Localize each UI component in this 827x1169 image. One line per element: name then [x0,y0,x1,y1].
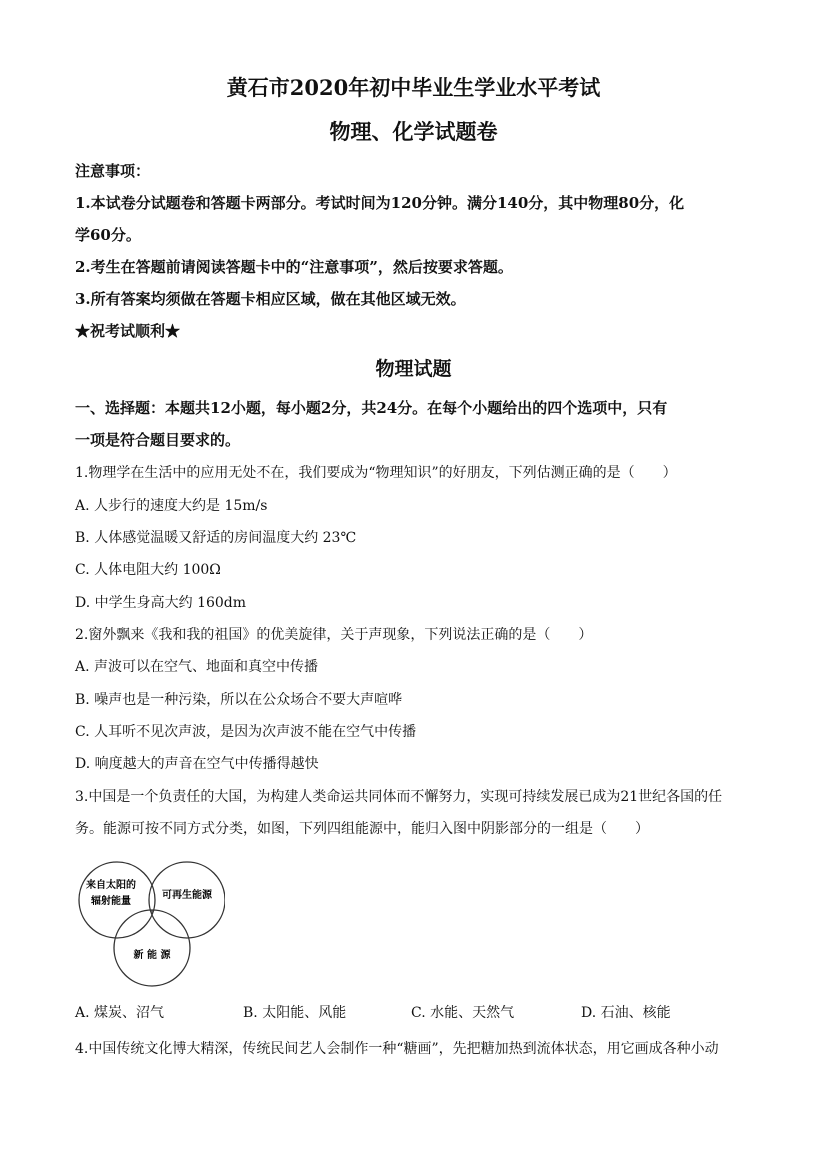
q2-stem: 2.窗外飘来《我和我的祖国》的优美旋律，关于声现象，下列说法正确的是（ ） [75,627,593,643]
q2-option-b: B. 噪声也是一种污染，所以在公众场合不要大声喧哗 [75,692,403,708]
section-instruction-line-1: 一、选择题：本题共12小题，每小题2分，共24分。在每个小题给出的四个选项中，只有 [75,399,668,417]
q1-option-d: D. 中学生身高大约 160dm [75,595,247,611]
venn-label-solar-1: 来自太阳的 [86,880,136,891]
q2-option-c: C. 人耳听不见次声波，是因为次声波不能在空气中传播 [75,724,417,740]
section-title: 物理试题 [375,358,452,380]
section-instruction-line-2: 一项是符合题目要求的。 [75,431,241,449]
notice-item-3: 3.所有答案均须做在答题卡相应区域，做在其他区域无效。 [75,290,466,308]
venn-circle-new [114,910,190,986]
notice-heading: 注意事项： [75,162,151,180]
q1-option-c: C. 人体电阻大约 100Ω [75,562,221,578]
notice-item-2: 2.考生在答题前请阅读答题卡中的“注意事项”，然后按要求答题。 [75,258,513,276]
q4-stem-line-1: 4.中国传统文化博大精深，传统民间艺人会制作一种“糖画”，先把糖加热到流体状态，用它画成各种小动 [75,1041,719,1057]
q3-stem-line-2: 务。能源可按不同方式分类，如图，下列四组能源中，能归入图中阴影部分的一组是（ ） [75,821,649,837]
q2-option-d: D. 响度越大的声音在空气中传播得越快 [75,756,319,772]
notice-item-1-line-1: 1.本试卷分试题卷和答题卡两部分。考试时间为120分钟。满分140分，其中物理80分，化 [75,194,685,212]
q3-option-c: C. 水能、天然气 [411,1005,515,1021]
q3-options [75,1002,775,1022]
venn-label-solar-2: 辐射能量 [91,896,131,907]
q3-option-b: B. 太阳能、风能 [243,1005,347,1021]
blessing-text: ★祝考试顺利★ [75,322,181,340]
q3-option-d: D. 石油、核能 [581,1005,671,1021]
page-subtitle: 物理、化学试题卷 [329,119,498,144]
q3-option-a: A. 煤炭、沼气 [75,1005,165,1021]
venn-label-new: 新 能 源 [133,950,171,961]
q3-stem-line-1: 3.中国是一个负责任的大国，为构建人类命运共同体而不懈努力，实现可持续发展已成为21世纪各国的任 [75,789,723,805]
q2-option-a: A. 声波可以在空气、地面和真空中传播 [75,659,319,675]
energy-venn-diagram [75,852,225,988]
venn-label-renewable: 可再生能源 [162,890,212,901]
notice-item-1-line-2: 学60分。 [75,226,141,244]
page-title: 黄石市2020年初中毕业生学业水平考试 [226,75,601,100]
q1-option-b: B. 人体感觉温暖又舒适的房间温度大约 23℃ [75,530,357,546]
q1-option-a: A. 人步行的速度大约是 15m/s [75,498,268,514]
q1-stem: 1.物理学在生活中的应用无处不在，我们要成为“物理知识”的好朋友，下列估测正确的是（ ） [75,465,677,481]
